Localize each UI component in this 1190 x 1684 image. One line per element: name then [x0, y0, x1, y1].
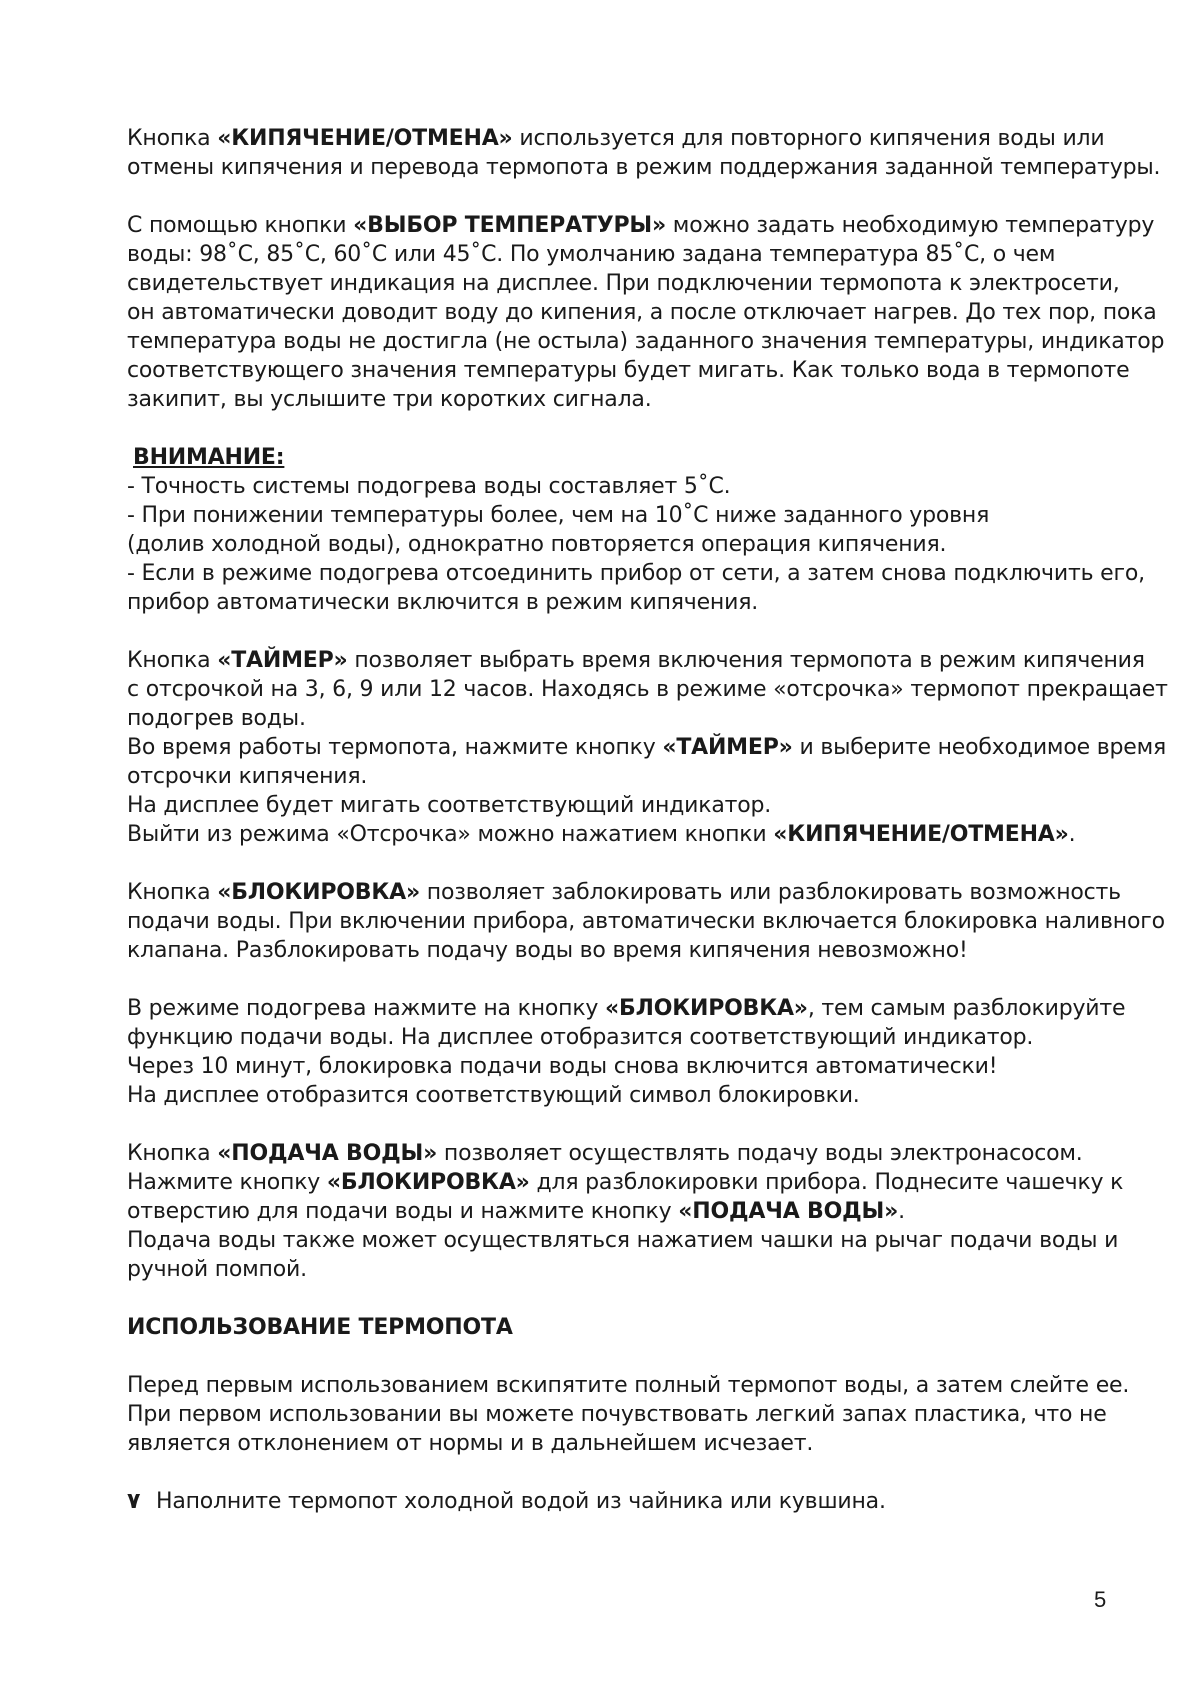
text-line: он автоматически доводит воду до кипения, а после отключает нагрев. До тех пор, пока	[127, 300, 1157, 325]
text-line: воды: 98˚С, 85˚С, 60˚С или 45˚С. По умолчанию задана температура 85˚С, о чем	[127, 242, 1056, 267]
text-line: Кнопка «КИПЯЧЕНИЕ/ОТМЕНА» используется для повторного кипячения воды или	[127, 126, 1105, 151]
text-line: Кнопка «ПОДАЧА ВОДЫ» позволяет осуществлять подачу воды электронасосом.	[127, 1141, 1083, 1166]
text-line: На дисплее отобразится соответствующий символ блокировки.	[127, 1083, 860, 1108]
text-line: Кнопка «БЛОКИРОВКА» позволяет заблокировать или разблокировать возможность	[127, 880, 1121, 905]
warning-line: прибор автоматически включится в режим кипячения.	[127, 590, 759, 615]
text-line: На дисплее будет мигать соответствующий индикатор.	[127, 793, 772, 818]
button-name-lock: «БЛОКИРОВКА»	[605, 996, 808, 1021]
paragraph-temperature-select	[127, 211, 1165, 414]
warning-title: ВНИМАНИЕ:	[133, 445, 285, 470]
warning-line: (долив холодной воды), однократно повторяется операция кипячения.	[127, 532, 947, 557]
text-line: функцию подачи воды. На дисплее отобразится соответствующий индикатор.	[127, 1025, 1034, 1050]
section-title: ИСПОЛЬЗОВАНИЕ ТЕРМОПОТА	[127, 1315, 513, 1340]
bullet-item	[127, 1487, 1137, 1516]
paragraph-first-use	[127, 1371, 1137, 1458]
paragraph-unlock	[127, 994, 1137, 1110]
text-line: свидетельствует индикация на дисплее. При подключении термопота к электросети,	[127, 271, 1120, 296]
checkmark-bullet-icon: ٧	[127, 1489, 141, 1514]
button-name-water-supply: «ПОДАЧА ВОДЫ»	[217, 1141, 438, 1166]
text-line: С помощью кнопки «ВЫБОР ТЕМПЕРАТУРЫ» можно задать необходимую температуру	[127, 213, 1155, 238]
text-line: ручной помпой.	[127, 1257, 307, 1282]
warning-line: - Если в режиме подогрева отсоединить прибор от сети, а затем снова подключить его,	[127, 561, 1145, 586]
button-name-timer: «ТАЙМЕР»	[217, 648, 348, 673]
text-line: отмены кипячения и перевода термопота в режим поддержания заданной температуры.	[127, 155, 1161, 180]
text-line: Через 10 минут, блокировка подачи воды снова включится автоматически!	[127, 1054, 998, 1079]
text-line: соответствующего значения температуры будет мигать. Как только вода в термопоте	[127, 358, 1130, 383]
text-line: Выйти из режима «Отсрочка» можно нажатием кнопки «КИПЯЧЕНИЕ/ОТМЕНА».	[127, 822, 1076, 847]
text-line: является отклонением от нормы и в дальнейшем исчезает.	[127, 1431, 814, 1456]
button-name-temperature: «ВЫБОР ТЕМПЕРАТУРЫ»	[353, 213, 667, 238]
text-line: отверстию для подачи воды и нажмите кнопку «ПОДАЧА ВОДЫ».	[127, 1199, 905, 1224]
text-line: Перед первым использованием вскипятите полный термопот воды, а затем слейте ее.	[127, 1373, 1130, 1398]
text-line: Подача воды также может осуществляться нажатием чашки на рычаг подачи воды и	[127, 1228, 1119, 1253]
paragraph-water-supply	[127, 1139, 1137, 1284]
text-line: закипит, вы услышите три коротких сигнала.	[127, 387, 652, 412]
button-name-water-supply: «ПОДАЧА ВОДЫ»	[678, 1199, 899, 1224]
text-line: отсрочки кипячения.	[127, 764, 368, 789]
warning-line: - При понижении температуры более, чем на 10˚С ниже заданного уровня	[127, 503, 990, 528]
button-name-boil-cancel: «КИПЯЧЕНИЕ/ОТМЕНА»	[773, 822, 1069, 847]
text-line: Нажмите кнопку «БЛОКИРОВКА» для разблокировки прибора. Поднесите чашечку к	[127, 1170, 1124, 1195]
paragraph-lock	[127, 878, 1165, 965]
paragraph-timer	[127, 646, 1168, 849]
text-line: клапана. Разблокировать подачу воды во время кипячения невозможно!	[127, 938, 968, 963]
document-page	[127, 124, 1168, 1516]
text-line: В режиме подогрева нажмите на кнопку «БЛОКИРОВКА», тем самым разблокируйте	[127, 996, 1126, 1021]
warning-line: - Точность системы подогрева воды составляет 5˚С.	[127, 474, 731, 499]
text-line: Кнопка «ТАЙМЕР» позволяет выбрать время включения термопота в режим кипячения	[127, 648, 1145, 673]
button-name-timer: «ТАЙМЕР»	[662, 735, 793, 760]
button-name-lock: «БЛОКИРОВКА»	[217, 880, 420, 905]
text-line: температура воды не достигла (не остыла) заданного значения температуры, индикатор	[127, 329, 1165, 354]
button-name-lock: «БЛОКИРОВКА»	[326, 1170, 530, 1195]
warning-block	[127, 443, 1145, 617]
text-line: При первом использовании вы можете почувствовать легкий запах пластика, что не	[127, 1402, 1107, 1427]
text-line: Во время работы термопота, нажмите кнопку «ТАЙМЕР» и выберите необходимое время	[127, 735, 1167, 760]
bullet-text: Наполните термопот холодной водой из чайника или кувшина.	[156, 1489, 886, 1514]
text-line: подачи воды. При включении прибора, автоматически включается блокировка наливного	[127, 909, 1165, 934]
text-line: подогрев воды.	[127, 706, 306, 731]
paragraph-boil-cancel	[127, 124, 1161, 182]
button-name-boil-cancel: «КИПЯЧЕНИЕ/ОТМЕНА»	[217, 126, 513, 151]
text-line: с отсрочкой на 3, 6, 9 или 12 часов. Находясь в режиме «отсрочка» термопот прекращает	[127, 677, 1168, 702]
page-number: 5	[1094, 1587, 1107, 1612]
